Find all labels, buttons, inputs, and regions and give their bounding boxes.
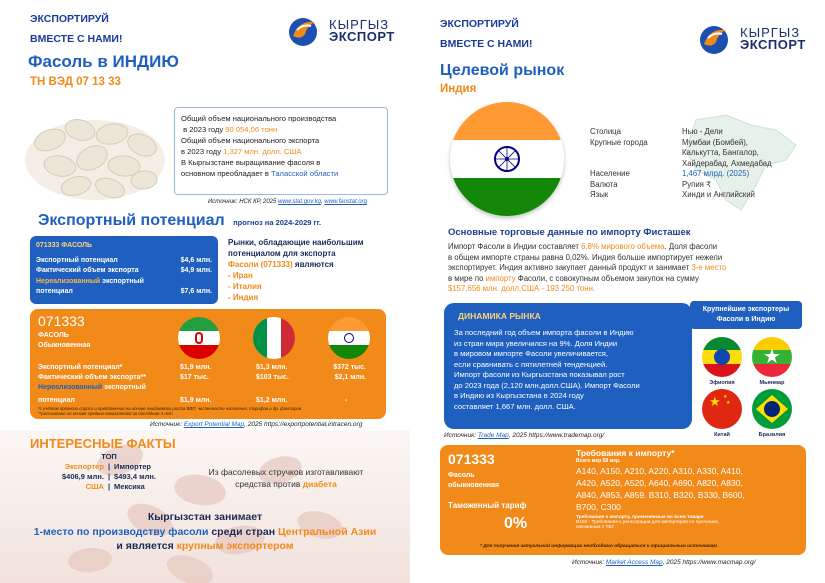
exporter-label-ethiopia: Эфиопия bbox=[709, 380, 735, 386]
source-link-epm[interactable]: Export Potential Map bbox=[183, 421, 245, 428]
country-facts: Столица Нью - Дели Крупные города Мумбаи (Бомбей), Калькутта, Бангалор, Хайдерабад, Ахмедабад Население 1,467 млрд. (2025) Валюта Рупия ₹ Язык Хинди и Английский bbox=[590, 127, 772, 199]
requirements-list: Требования к импорту* Всего мер 58 мер. A140, A150, A210, A220, A310, A330, A410, A420, A520, A520, A640, A690, A820, A830, A840, A853, A859. B310, B320, B330, B600, B700, C300 Требования к импорту, применяемые во всем товаре B150 - Требования к регистрации для импортеров по причинам, связанным с ТБТ bbox=[576, 448, 745, 530]
blue-row-potential: Экспортный потенциал $4,6 млн. bbox=[36, 256, 212, 264]
iran-values: $1,9 млн. $17 тыс. $1,9 млн. bbox=[180, 364, 212, 404]
ethiopia-flag-icon bbox=[702, 337, 742, 377]
market-italy: - Италия bbox=[228, 282, 262, 291]
source-link-trademap[interactable]: Trade Map bbox=[477, 432, 509, 439]
import-requirements-card: 071333 Фасоль обыкновенная Таможенный тариф 0% Требования к импорту* Всего мер 58 мер. A140, A150, A210, A220, A310, A330, A410, A420, A520, A520, A640, A690, A820, A830, A840, A853, A859. B310, B320, B330, B600, B700, C300 Требования к импорту, применяемые во всем товаре B150 - Требования к регистрации для импортеров по причинам, связанным с ТБТ * Для получения актуальной информации необходимо обращаться к официальным источникам bbox=[440, 445, 806, 555]
india-flag-icon bbox=[328, 317, 370, 359]
logo-mark-icon bbox=[696, 22, 736, 56]
top-block: ТОП Экспортер | Импортер $406,9 млн. | $493,4 млн. США | Мексика bbox=[61, 452, 156, 491]
exporter-label-myanmar: Мьянмар bbox=[759, 380, 785, 386]
logo-text: КЫРГЫЗ ЭКСПОРТ bbox=[740, 25, 806, 52]
market-iran: - Иран bbox=[228, 271, 253, 280]
info-line-production: в 2023 году 90 054,06 тонн bbox=[183, 125, 278, 134]
logo-text: КЫРГЫЗ ЭКСПОРТ bbox=[329, 17, 395, 44]
source-link-macmap[interactable]: Market Access Map bbox=[605, 559, 663, 566]
market-india: - Индия bbox=[228, 293, 259, 302]
fact-diabetes: Из фасолевых стручков изготавливают средства против диабета bbox=[208, 467, 364, 489]
source-macmap: Источник: Market Access Map, 2025 https://www.macmap.org/ bbox=[572, 559, 756, 566]
facts-title: ИНТЕРЕСНЫЕ ФАКТЫ bbox=[30, 436, 176, 451]
exporter-label-china: Китай bbox=[714, 432, 730, 438]
right-title: Целевой рынок bbox=[440, 62, 565, 79]
trade-text: Импорт Фасоли в Индии составляет 6,8% мирового объема. Доля фасоли в общем импорте страны равна 0,02%. Индия больше импортирует нежели экспортирует. Индия активно закупает данный продукт и занимает 3-е место в мире по импорту Фасоли, с совокупным объемом закупок на сумму $157,656 млн. долл.США - 193 250 тонн. bbox=[448, 242, 727, 293]
right-country: Индия bbox=[440, 83, 477, 95]
right-logo bbox=[696, 22, 806, 56]
source-link-fao[interactable]: www.faostat.org bbox=[324, 199, 367, 205]
source-1: Источник: НСК КР, 2025 www.stat.gov.kg, www.faostat.org bbox=[208, 199, 367, 205]
market-dynamics-card: ДИНАМИКА РЫНКА За последний год объем импорта фасоли в Индию из стран мира увеличился на 9%. Доля Индии в мировом импорте Фасоли увеличивается, если сравнивать с пятилетней тенденцией. Импорт фасоли из Кыргызстана показывал рост до 2023 года (2,120 млн.долл.США). Импорт Фасоли в Индию из Кыргызстана в 2024 году составляет 1,667 млн. долл. США. bbox=[444, 303, 692, 429]
trade-title: Основные торговые данные по импорту Фисташек bbox=[448, 227, 691, 238]
blue-row-actual: Фактический объем экспорта $4,9 млн. bbox=[36, 267, 212, 274]
tariff-value: 0% bbox=[504, 515, 528, 532]
left-title: Фасоль в ИНДИЮ bbox=[28, 52, 179, 71]
source-link-stat[interactable]: www.stat.gov.kg bbox=[278, 199, 321, 205]
iran-flag-icon bbox=[178, 317, 220, 359]
info-line-export: в 2023 году 1,327 млн. долл. США bbox=[181, 147, 302, 156]
exporter-label-brazil: Бразилия bbox=[758, 432, 786, 438]
info-line-region: основном преобладает в Таласской области bbox=[181, 169, 339, 178]
kg-ranking: Кыргызстан занимает 1-место по производству фасоли среди стран Центральной Азии и является крупным экспортером bbox=[33, 511, 377, 552]
export-potential-heading: Экспортный потенциал прогноз на 2024-2029 гг. bbox=[38, 212, 322, 229]
right-page bbox=[416, 0, 825, 583]
country-potential-card: 071333 ФАСОЛЬ Обыкновенная Экспортный потенциал* Фактический объем экспорта** Нереализованный экспортный потенциал $1,9 млн. $17 тыс. $1,9 млн. $1,3 млн. $103 тыс. $1,2 млн. $372 тыс. $2,1 млн. - *с учётом прогноза спроса и предложения на основе ожидаемого роста ВВП, численности населения, тарифов и др. факторов **рассчитано на основе средних показателей за последние 3 лет bbox=[30, 309, 386, 419]
production-info-box: Общий объем национального производства в 2023 году 90 054,06 тонн Общий объем национального экспорта в 2023 году 1,327 млн. долл. США В Кыргызстане выращивание фасоля в основном преобладает в Таласской области bbox=[174, 107, 388, 195]
left-code: ТН ВЭД 07 13 33 bbox=[30, 76, 121, 88]
logo-mark-icon bbox=[285, 14, 325, 48]
left-page bbox=[0, 0, 410, 583]
italy-values: $1,3 млн. $103 тыс. $1,2 млн. bbox=[256, 364, 289, 404]
brazil-flag-icon bbox=[752, 389, 792, 429]
source-2: Источник: Export Potential Map, 2025 https://exportpotential.intracen.org bbox=[150, 421, 363, 428]
india-values: $372 тыс. $2,1 млн. - bbox=[333, 364, 366, 404]
beans-image bbox=[20, 100, 170, 205]
source-trademap: Источник: Trade Map, 2025 https://www.trademap.org/ bbox=[444, 432, 605, 439]
top-markets: Рынки, обладающие наибольшим потенциалом для экспорта Фасоли (071333) являются - Иран - Италия - Индия bbox=[228, 238, 364, 302]
left-logo bbox=[285, 14, 395, 48]
myanmar-flag-icon: ★ bbox=[752, 337, 792, 377]
top-exporters-header: Крупнейшие экспортеры Фасоли в Индию bbox=[690, 301, 802, 329]
blue-row-unrealized: Нереализованный экспортный потенциал $7,6 млн. bbox=[36, 277, 212, 295]
italy-flag-icon bbox=[253, 317, 295, 359]
china-flag-icon: ★ ★ ★ bbox=[702, 389, 742, 429]
export-potential-card: 071333 ФАСОЛЬ Экспортный потенциал $4,6 млн. Фактический объем экспорта $4,9 млн. Нереализованный экспортный потенциал $7,6 млн. bbox=[30, 236, 218, 304]
left-slogan: ЭКСПОРТИРУЙ ВМЕСТЕ С НАМИ! bbox=[30, 13, 123, 45]
right-slogan: ЭКСПОРТИРУЙ ВМЕСТЕ С НАМИ! bbox=[440, 18, 533, 50]
india-large-flag-icon bbox=[450, 102, 564, 216]
